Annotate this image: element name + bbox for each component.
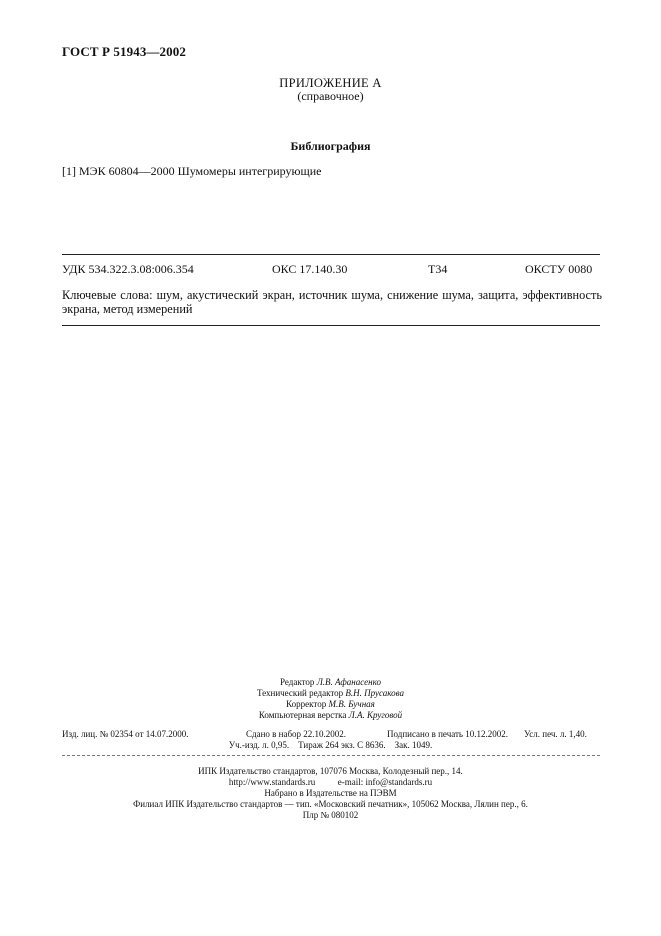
- publication-sent: Сдано в набор 22.10.2002.: [246, 729, 347, 739]
- publication-license: Изд. лиц. № 02354 от 14.07.2000.: [62, 729, 189, 739]
- oks-code: ОКС 17.140.30: [272, 262, 348, 276]
- appendix-title: ПРИЛОЖЕНИЕ А: [279, 76, 382, 90]
- bottom-rule: [62, 325, 600, 326]
- credit-layout: Компьютерная верстка Л.А. Круговой: [258, 710, 403, 720]
- imprint-line: Филиал ИПК Издательство стандартов — тип. «Московский печатник», 105062 Москва, Лялин пер., 6.: [133, 799, 528, 809]
- udk-code: УДК 534.322.3.08:006.354: [62, 262, 194, 276]
- top-rule: [62, 254, 600, 255]
- bibliography-title: Библиография: [290, 139, 371, 153]
- credit-corrector: Корректор М.В. Бучная: [286, 699, 375, 709]
- imprint-line: Набрано в Издательстве на ПЭВМ: [264, 788, 397, 798]
- group-code: Т34: [428, 262, 448, 276]
- standard-header: ГОСТ Р 51943—2002: [62, 44, 186, 59]
- publication-signed: Подписано в печать 10.12.2002.: [387, 729, 509, 739]
- credits-block: [0, 677, 661, 721]
- bibliography-item: [1] МЭК 60804—2000 Шумомеры интегрирующие: [62, 164, 322, 178]
- publication-print-sheets: Усл. печ. л. 1,40.: [524, 729, 587, 739]
- imprint-divider: [62, 755, 600, 756]
- appendix-subtitle: (справочное): [297, 89, 364, 103]
- publication-details: Уч.-изд. л. 0,95. Тираж 264 экз. С 8636. Зак. 1049.: [228, 740, 433, 750]
- imprint-line: ИПК Издательство стандартов, 107076 Москва, Колодезный пер., 14.: [198, 766, 463, 776]
- okstu-code: ОКСТУ 0080: [525, 262, 593, 276]
- imprint-web-line: http://www.standards.ru e-mail: info@standards.ru: [228, 777, 433, 787]
- credit-tech-editor: Технический редактор В.Н. Прусакова: [256, 688, 405, 698]
- keywords-text: Ключевые слова: шум, акустический экран, источник шума, снижение шума, защита, эффективность экрана, метод измерений: [62, 288, 602, 316]
- credit-editor: Редактор Л.В. Афанасенко: [280, 677, 381, 687]
- imprint-block: [0, 766, 661, 821]
- imprint-line: Плр № 080102: [302, 810, 359, 820]
